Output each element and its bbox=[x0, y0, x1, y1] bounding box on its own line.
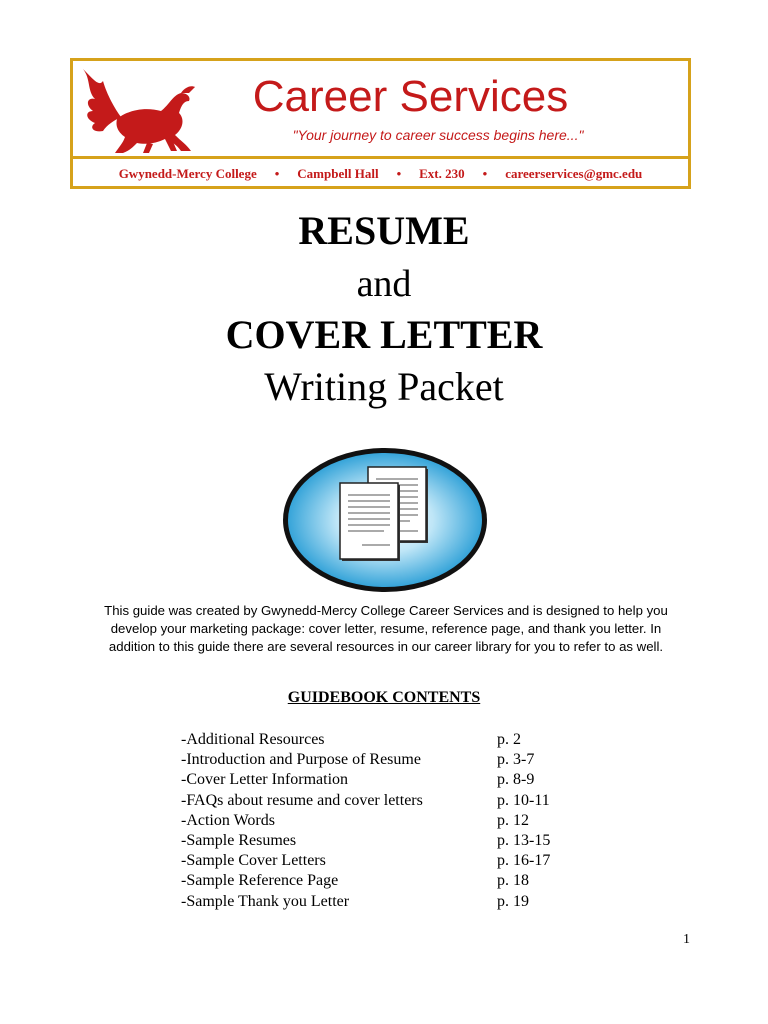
griffin-logo-icon bbox=[77, 65, 197, 155]
toc-item-page: p. 19 bbox=[497, 892, 529, 910]
toc-item-page: p. 12 bbox=[497, 811, 529, 829]
title-writing-packet: Writing Packet bbox=[264, 364, 504, 409]
toc-item-page: p. 13-15 bbox=[497, 831, 551, 849]
contact-email[interactable]: careerservices@gmc.edu bbox=[505, 166, 643, 181]
toc-row bbox=[181, 730, 561, 750]
toc-item-page: p. 10-11 bbox=[497, 791, 550, 809]
toc-row bbox=[181, 851, 561, 871]
toc-item-title: -FAQs about resume and cover letters bbox=[181, 791, 423, 809]
bullet-separator: • bbox=[396, 166, 402, 181]
toc-item-page: p. 8-9 bbox=[497, 771, 535, 789]
toc-item-title: -Sample Reference Page bbox=[181, 872, 339, 890]
toc-item-title: -Sample Thank you Letter bbox=[181, 892, 350, 910]
toc-row bbox=[181, 892, 561, 912]
table-of-contents bbox=[181, 730, 561, 912]
toc-item-page: p. 18 bbox=[497, 872, 529, 890]
toc-item-page: p. 16-17 bbox=[497, 852, 551, 870]
toc-item-title: -Sample Cover Letters bbox=[181, 852, 326, 870]
toc-item-title: -Sample Resumes bbox=[181, 831, 297, 849]
intro-paragraph: This guide was created by Gwynedd-Mercy College Career Services and is designed to help you develop your marketing package: cover letter, resume, reference page, and thank you letter. In addition to this guide there are several resources in our career library for you to refer to as well. bbox=[104, 603, 668, 654]
bullet-separator: • bbox=[482, 166, 488, 181]
title-resume: RESUME bbox=[298, 208, 470, 253]
phone-extension: Ext. 230 bbox=[419, 166, 465, 181]
page-number: 1 bbox=[683, 932, 690, 947]
toc-row bbox=[181, 871, 561, 891]
toc-row bbox=[181, 791, 561, 811]
bullet-separator: • bbox=[274, 166, 280, 181]
toc-item-title: -Additional Resources bbox=[181, 731, 325, 748]
toc-item-page: p. 3-7 bbox=[497, 751, 535, 769]
banner-header bbox=[73, 61, 688, 156]
career-services-banner bbox=[70, 58, 691, 189]
toc-row bbox=[181, 770, 561, 790]
toc-item-title: -Introduction and Purpose of Resume bbox=[181, 751, 421, 769]
title-and: and bbox=[356, 263, 412, 305]
brand-title: Career Services bbox=[252, 72, 569, 121]
documents-icon bbox=[280, 445, 490, 595]
toc-item-title: -Action Words bbox=[181, 811, 275, 829]
office-location: Campbell Hall bbox=[297, 166, 379, 181]
contents-heading: GUIDEBOOK CONTENTS bbox=[287, 689, 481, 706]
brand-tagline: "Your journey to career success begins here..." bbox=[292, 127, 584, 143]
title-cover-letter: COVER LETTER bbox=[225, 312, 543, 357]
toc-row bbox=[181, 811, 561, 831]
toc-row bbox=[181, 831, 561, 851]
contact-line bbox=[73, 161, 688, 187]
banner-divider bbox=[73, 156, 688, 159]
toc-row bbox=[181, 750, 561, 770]
toc-item-page: p. 2 bbox=[497, 731, 521, 748]
college-name: Gwynedd-Mercy College bbox=[118, 166, 257, 181]
toc-item-title: -Cover Letter Information bbox=[181, 771, 349, 789]
